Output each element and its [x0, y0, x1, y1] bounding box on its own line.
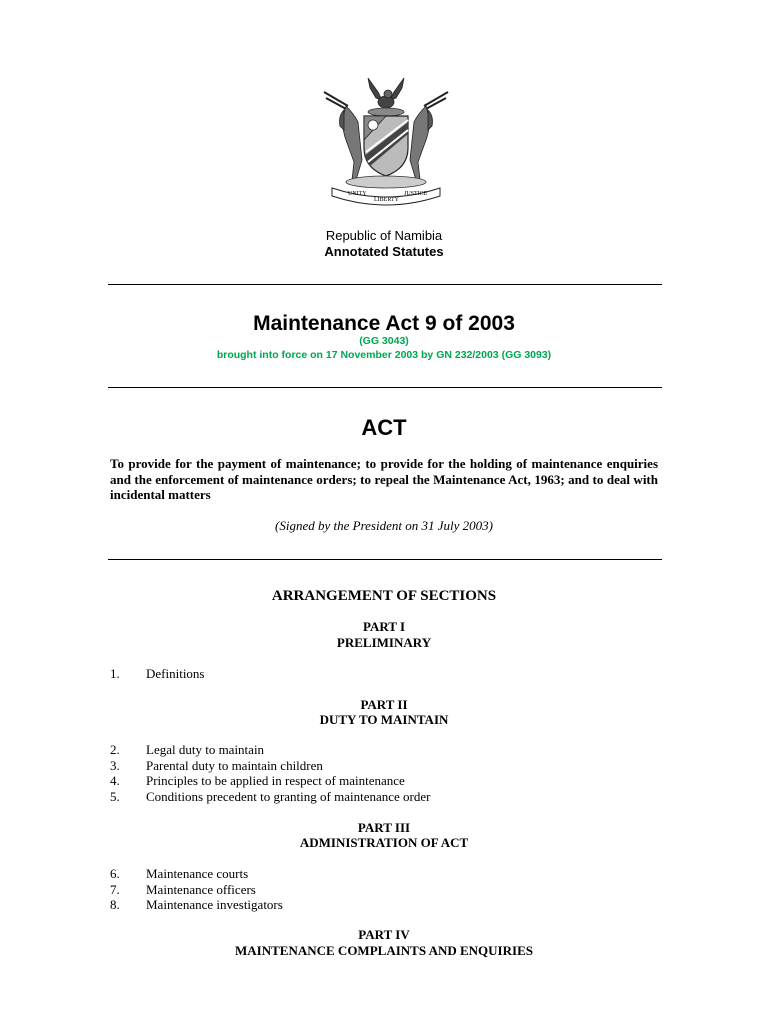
act-heading: ACT — [361, 415, 407, 440]
section-title: Maintenance investigators — [146, 897, 283, 913]
coat-of-arms-emblem — [318, 70, 454, 210]
signed-note: (Signed by the President on 31 July 2003) — [275, 518, 493, 533]
part-number: PART I — [362, 619, 406, 634]
divider — [108, 284, 662, 285]
section-title: Maintenance officers — [146, 881, 256, 897]
section-number: 6. — [110, 866, 120, 881]
act-title: Maintenance Act 9 of 2003 — [253, 312, 515, 335]
section-number: 4. — [110, 773, 120, 789]
section-number: 8. — [110, 897, 120, 913]
gazette-reference: (GG 3043) — [359, 335, 409, 347]
part-number: PART III — [357, 820, 411, 835]
section-title: Principles to be applied in respect of maintenance — [146, 773, 405, 789]
section-title: Conditions precedent to granting of maintenance order — [146, 788, 431, 804]
section-number: 3. — [110, 757, 120, 773]
section-list — [110, 866, 670, 913]
section-item — [110, 666, 670, 682]
part-number: PART II — [360, 697, 408, 712]
section-title: Definitions — [146, 666, 205, 681]
motto-justice: JUSTICE — [404, 191, 428, 197]
part-name: PRELIMINARY — [336, 635, 432, 650]
long-title: To provide for the payment of maintenance; to provide for the holding of maintenance enquiries and the enforcement of maintenance orders; to repeal the Maintenance Act, 1963; and to deal with incidental matters — [110, 456, 658, 502]
part-number: PART IV — [358, 927, 410, 942]
arrangement-heading: ARRANGEMENT OF SECTIONS — [271, 588, 497, 604]
section-number: 2. — [110, 742, 120, 757]
part-name: DUTY TO MAINTAIN — [319, 712, 449, 727]
republic-label: Republic of Namibia — [325, 228, 443, 243]
section-item — [110, 897, 670, 913]
motto-unity: UNITY — [348, 191, 367, 197]
section-item — [110, 789, 670, 805]
section-item — [110, 882, 670, 898]
section-title: Legal duty to maintain — [146, 742, 265, 757]
divider — [108, 387, 662, 388]
section-list — [110, 742, 670, 804]
section-item — [110, 773, 670, 789]
commencement-note: brought into force on 17 November 2003 by GN 232/2003 (GG 3093) — [216, 349, 552, 361]
section-number: 5. — [110, 788, 120, 804]
motto-liberty: LIBERTY — [374, 197, 399, 203]
section-title: Parental duty to maintain children — [146, 757, 323, 773]
section-list — [110, 666, 670, 682]
section-item — [110, 742, 670, 758]
section-item — [110, 866, 670, 882]
section-title: Maintenance courts — [146, 866, 249, 881]
part-name: MAINTENANCE COMPLAINTS AND ENQUIRIES — [235, 943, 533, 958]
section-item — [110, 758, 670, 774]
part-name: ADMINISTRATION OF ACT — [299, 835, 469, 850]
divider — [108, 559, 662, 560]
section-number: 1. — [110, 666, 120, 681]
section-number: 7. — [110, 881, 120, 897]
annotated-statutes-label: Annotated Statutes — [324, 244, 444, 259]
